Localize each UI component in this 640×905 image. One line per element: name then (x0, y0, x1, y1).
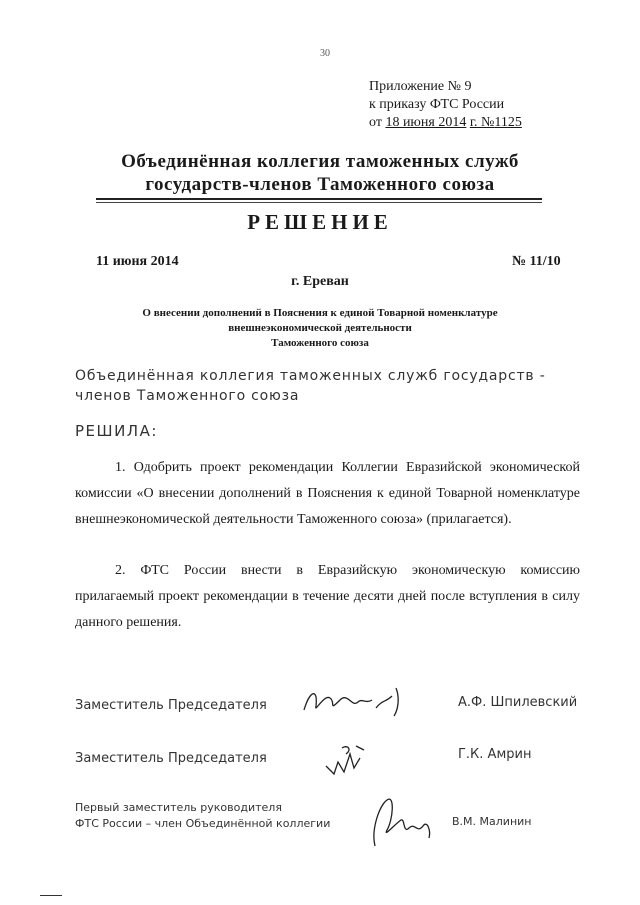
title-line-1: Объединённая коллегия таможенных служб (121, 151, 519, 172)
document-title (0, 150, 640, 196)
signature-3-title (75, 800, 330, 832)
signature-2-scribble (322, 740, 372, 780)
signature-3-title-line-2: ФТС России – член Объединённой коллегии (75, 817, 331, 830)
signature-1-scribble (300, 680, 410, 720)
signature-3-title-line-1: Первый заместитель руководителя (75, 801, 282, 814)
paragraph-2: 2. ФТС России внести в Евразийскую экономическую комиссию прилагаемый проект рекомендации в течение десяти дней после вступления в силу данного решения. (75, 563, 580, 630)
decision-date: 11 июня 2014 (96, 254, 179, 269)
subject-line-3: Таможенного союза (271, 337, 369, 349)
title-line-2: государств-членов Таможенного союза (145, 174, 495, 195)
appendix-line-1: Приложение № 9 (369, 79, 472, 94)
subject-line-2: внешнеэкономической деятельности (228, 322, 412, 334)
page-number: 30 (320, 48, 330, 59)
appendix-reference (369, 78, 522, 132)
appendix-line-3 (369, 114, 522, 132)
corner-mark (40, 895, 62, 896)
signature-2-title: Заместитель Председателя (75, 751, 267, 766)
signature-1-title: Заместитель Председателя (75, 698, 267, 713)
title-rule (96, 198, 542, 200)
appendix-prefix: от (369, 115, 382, 130)
subject-line-1: О внесении дополнений в Пояснения к единой Товарной номенклатуре (142, 307, 498, 319)
paragraph-1: 1. Одобрить проект рекомендации Коллегии Евразийской экономической комиссии «О внесении дополнений в Пояснения к единой Товарной номенклатуре внешнеэкономической деятельности Таможенного союза» (прилагается). (75, 460, 580, 527)
appendix-suffix: г. № (469, 115, 495, 130)
signature-3-name: В.М. Малинин (452, 815, 532, 828)
decision-city: г. Ереван (291, 274, 349, 289)
decided-heading: РЕШИЛА: (75, 422, 158, 440)
signature-3-scribble (365, 790, 435, 850)
signature-2-name: Г.К. Амрин (458, 747, 532, 762)
appendix-date: 18 июня 2014 (385, 115, 467, 130)
decision-number: № 11/10 (512, 254, 561, 269)
appendix-line-2: к приказу ФТС России (369, 97, 505, 112)
title-rule-thin (96, 202, 542, 203)
decision-heading: РЕШЕНИЕ (247, 210, 393, 234)
signature-1-name: А.Ф. Шпилевский (458, 695, 578, 710)
appendix-number: 1125 (494, 115, 522, 130)
decision-subject (0, 306, 640, 351)
preamble: Объединённая коллегия таможенных служб государств - членов Таможенного союза (75, 368, 546, 404)
